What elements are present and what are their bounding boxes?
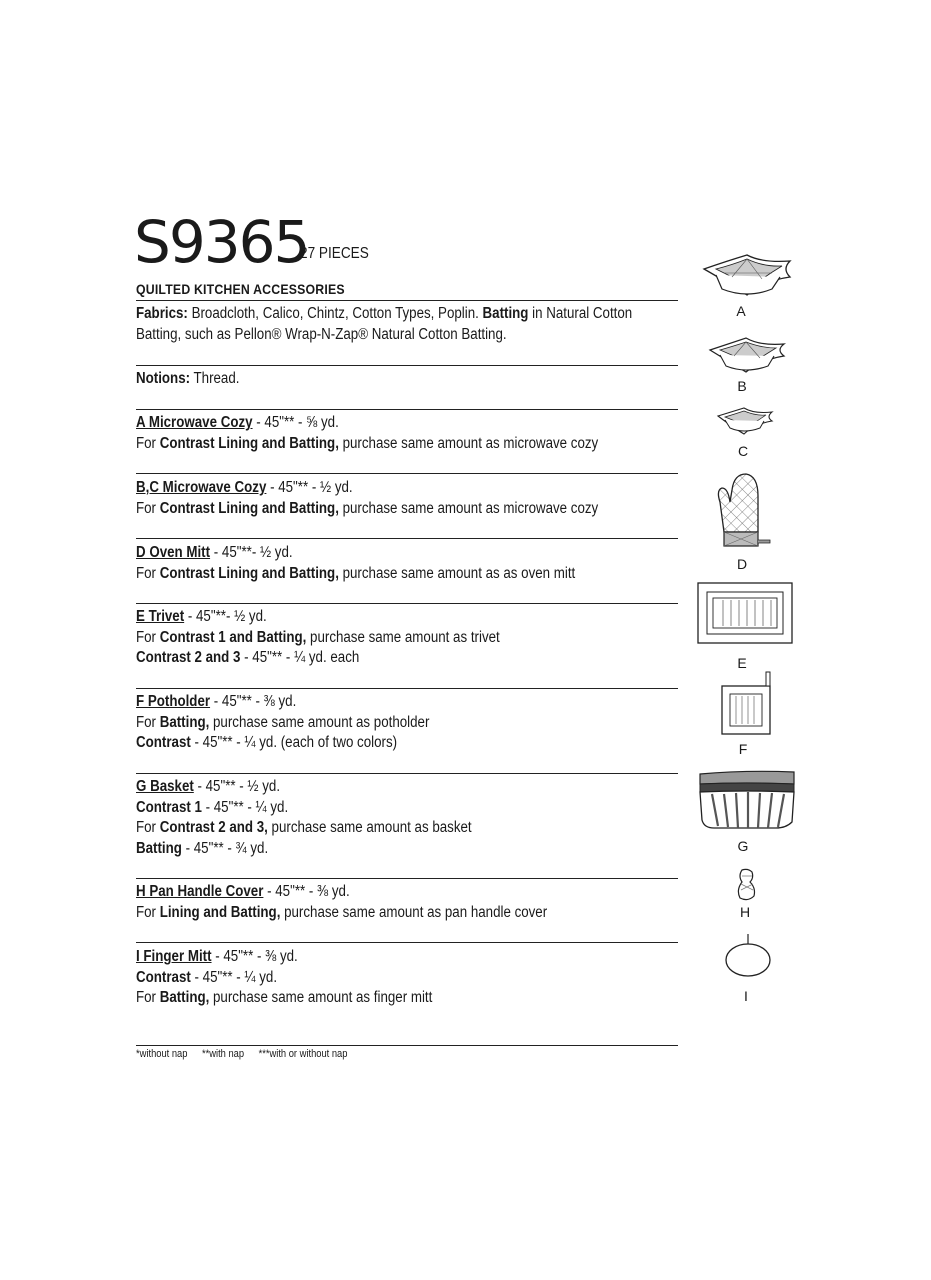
bold-term: Lining and Batting, xyxy=(159,903,281,921)
divider xyxy=(136,942,678,943)
notions-label: Notions: xyxy=(136,370,191,387)
yardage-text: - 45"**- ½ yd. xyxy=(184,608,267,625)
bold-term: Batting, xyxy=(159,989,210,1006)
yardage-text: purchase same amount as microwave cozy xyxy=(338,499,599,517)
yardage-text: purchase same amount as potholder xyxy=(209,713,430,731)
view-label-g: G xyxy=(737,838,749,854)
section-line xyxy=(136,543,618,564)
notions-block xyxy=(136,369,618,390)
divider xyxy=(136,538,678,539)
divider xyxy=(136,773,678,774)
view-heading: A Microwave Cozy xyxy=(136,414,253,431)
yardage-text: - 45"** - ⅜ yd. xyxy=(263,883,350,900)
section-7 xyxy=(136,882,618,923)
section-line xyxy=(136,499,618,520)
bold-term: Contrast Lining and Batting, xyxy=(159,499,339,517)
basket-illustration xyxy=(696,770,800,834)
pattern-title: QUILTED KITCHEN ACCESSORIES xyxy=(136,281,345,297)
view-label-h: H xyxy=(739,904,751,920)
section-line xyxy=(136,798,618,819)
view-label-a: A xyxy=(736,303,746,319)
section-line xyxy=(136,434,618,455)
yardage-text: For xyxy=(136,499,160,517)
divider xyxy=(136,473,678,474)
section-line xyxy=(136,839,618,860)
bold-term: Contrast Lining and Batting, xyxy=(159,564,339,582)
yardage-text: For xyxy=(136,564,160,582)
yardage-text: - 45"**- ½ yd. xyxy=(210,544,293,561)
section-3 xyxy=(136,543,618,584)
section-line xyxy=(136,947,618,968)
yardage-text: - 45"** - ⅝ yd. xyxy=(252,414,339,431)
section-line xyxy=(136,413,618,434)
section-line xyxy=(136,607,618,628)
divider xyxy=(136,603,678,604)
microwave-cozy-a-illustration xyxy=(702,255,812,305)
section-line xyxy=(136,648,618,669)
fabrics-block xyxy=(136,304,633,345)
footnotes xyxy=(136,1048,359,1060)
yardage-text: purchase same amount as basket xyxy=(267,819,472,836)
divider xyxy=(136,365,678,366)
divider xyxy=(136,409,678,410)
bold-term: Batting xyxy=(136,839,182,857)
yardage-text: purchase same amount as as oven mitt xyxy=(338,564,576,582)
yardage-text: - 45"** - ½ yd. xyxy=(193,778,281,795)
section-line xyxy=(136,818,618,839)
yardage-text: For xyxy=(136,628,160,646)
trivet-illustration xyxy=(697,582,797,646)
yardage-text: - 45"** - ⅜ yd. xyxy=(211,948,298,965)
divider xyxy=(136,878,678,879)
yardage-text: purchase same amount as microwave cozy xyxy=(338,434,599,452)
section-8 xyxy=(136,947,618,1009)
section-line xyxy=(136,564,618,585)
yardage-text: For xyxy=(136,989,160,1006)
microwave-cozy-b-illustration xyxy=(708,338,798,378)
bold-term: Batting, xyxy=(159,713,210,731)
microwave-cozy-c-illustration xyxy=(716,408,786,440)
section-line xyxy=(136,968,618,989)
view-heading: I Finger Mitt xyxy=(136,948,212,965)
notions-text: Thread. xyxy=(190,370,240,387)
yardage-text: For xyxy=(136,819,160,836)
section-line xyxy=(136,713,618,734)
footnote-without-nap: *without nap xyxy=(136,1048,188,1060)
yardage-text: For xyxy=(136,713,160,731)
section-line xyxy=(136,692,618,713)
view-heading: B,C Microwave Cozy xyxy=(136,479,267,496)
footnote-with-or-without-nap: ***with or without nap xyxy=(258,1048,348,1060)
bold-term: Contrast 1 and Batting, xyxy=(159,628,307,646)
pan-handle-cover-illustration xyxy=(732,868,762,904)
view-label-f: F xyxy=(738,741,748,757)
view-label-e: E xyxy=(737,655,747,671)
yardage-text: - 45"** - ¼ yd. (each of two colors) xyxy=(190,734,398,751)
oven-mitt-illustration xyxy=(714,472,804,552)
section-line xyxy=(136,777,618,798)
yardage-text: - 45"** - ¾ yd. xyxy=(181,839,269,857)
bold-term: Contrast 2 and 3 xyxy=(136,649,241,666)
yardage-text: - 45"** - ½ yd. xyxy=(266,479,353,496)
view-heading: E Trivet xyxy=(136,608,185,625)
bold-term: Contrast Lining and Batting, xyxy=(159,434,339,452)
potholder-illustration xyxy=(720,672,780,742)
view-label-b: B xyxy=(737,378,747,394)
view-heading: F Potholder xyxy=(136,693,211,710)
yardage-text: - 45"** - ¼ yd. each xyxy=(240,649,360,666)
divider xyxy=(136,688,678,689)
section-line xyxy=(136,628,618,649)
fabrics-text: Broadcloth, Calico, Chintz, Cotton Types, Poplin. xyxy=(187,305,483,322)
yardage-text: For xyxy=(136,434,160,452)
yardage-text: For xyxy=(136,903,160,921)
view-label-d: D xyxy=(736,556,748,572)
yardage-text: - 45"** - ⅜ yd. xyxy=(210,693,297,710)
divider xyxy=(136,300,678,301)
fabrics-text-2: in Natural Cotton xyxy=(528,305,633,322)
section-line xyxy=(136,988,618,1009)
section-line xyxy=(136,882,618,903)
finger-mitt-illustration xyxy=(724,932,774,980)
piece-count: 27 PIECES xyxy=(300,245,369,262)
view-heading: D Oven Mitt xyxy=(136,544,211,561)
section-2 xyxy=(136,478,618,519)
section-line xyxy=(136,903,618,924)
bold-term: Contrast 1 xyxy=(136,798,202,816)
yardage-text: - 45"** - ¼ yd. xyxy=(190,968,278,986)
fabrics-line-2: Batting, such as Pellon® Wrap-N-Zap® Natural Cotton Batting. xyxy=(136,325,507,343)
section-line xyxy=(136,733,618,754)
view-heading: G Basket xyxy=(136,778,194,795)
view-heading: H Pan Handle Cover xyxy=(136,883,264,900)
bold-term: Contrast 2 and 3, xyxy=(159,819,268,836)
view-illustrations xyxy=(690,250,810,1010)
yardage-text: - 45"** - ¼ yd. xyxy=(201,798,289,816)
divider xyxy=(136,1045,678,1046)
section-4 xyxy=(136,607,618,669)
yardage-text: purchase same amount as trivet xyxy=(306,628,500,646)
view-label-i: I xyxy=(744,988,748,1004)
section-1 xyxy=(136,413,618,454)
bold-term: Contrast xyxy=(136,734,191,751)
section-line xyxy=(136,478,618,499)
yardage-text: purchase same amount as finger mitt xyxy=(209,989,433,1006)
bold-term: Contrast xyxy=(136,968,191,986)
section-6 xyxy=(136,777,618,859)
view-label-c: C xyxy=(737,443,749,459)
yardage-text: purchase same amount as pan handle cover xyxy=(280,903,548,921)
fabrics-label: Fabrics: xyxy=(136,305,188,322)
section-5 xyxy=(136,692,618,754)
batting-label: Batting xyxy=(482,305,529,322)
pattern-number: S9365 xyxy=(134,208,309,276)
footnote-with-nap: **with nap xyxy=(201,1048,245,1060)
